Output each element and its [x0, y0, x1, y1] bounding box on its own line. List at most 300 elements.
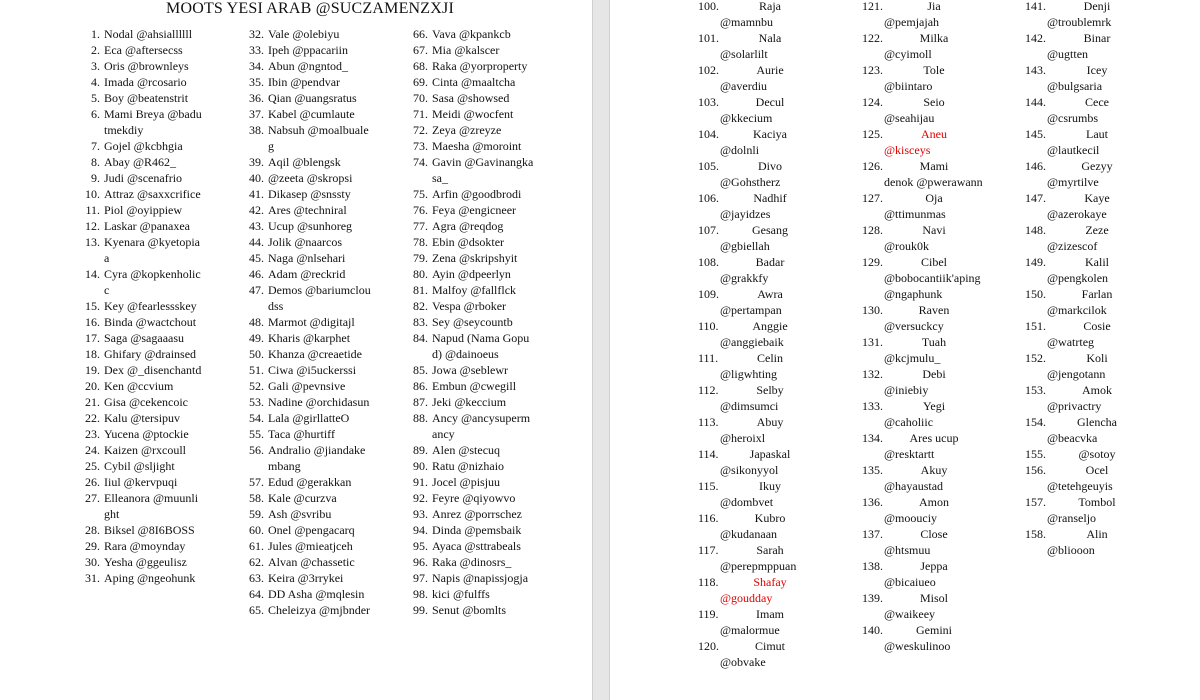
list-item [698, 510, 838, 542]
item-text: Sey @seycountb [432, 315, 513, 329]
item-number: 56. [249, 443, 264, 457]
list-item [1025, 94, 1165, 126]
item-number: 112. [698, 383, 719, 397]
item-name: Abuy [756, 415, 784, 429]
item-text: Kalu @tersipuv [104, 411, 181, 425]
list-item [410, 458, 535, 474]
item-number: 60. [249, 523, 264, 537]
item-text: Gojel @kcbhgia [104, 139, 183, 153]
item-number: 91. [413, 475, 428, 489]
list-item [862, 158, 1002, 190]
item-handle: @dolnli [720, 143, 760, 157]
list-item [246, 362, 371, 378]
item-name: Nala [758, 31, 782, 45]
item-text: Piol @oyippiew [104, 203, 183, 217]
list-item [410, 218, 535, 234]
list-item [82, 570, 204, 586]
item-number: 123. [862, 63, 883, 77]
item-text: Zeya @zreyze [432, 123, 502, 137]
item-number: 89. [413, 443, 428, 457]
list-item [82, 554, 204, 570]
list-item [246, 58, 371, 74]
item-name: Ares ucup [909, 431, 959, 445]
item-number: 54. [249, 411, 264, 425]
document-page-right [610, 0, 1200, 700]
list-item [698, 286, 838, 318]
list-item [82, 90, 204, 106]
item-number: 144. [1025, 95, 1046, 109]
item-number: 98. [413, 587, 428, 601]
item-text: Ayin @dpeerlyn [432, 267, 511, 281]
item-name: Japaskal [749, 447, 791, 461]
list-item [862, 494, 1002, 526]
list-item [698, 254, 838, 286]
item-name: Debi [922, 367, 946, 381]
item-text: Aqil @blengsk [268, 155, 341, 169]
item-text: Ratu @nizhaio [432, 459, 505, 473]
item-number: 62. [249, 555, 264, 569]
item-name: Decul [755, 95, 785, 109]
item-number: 95. [413, 539, 428, 553]
item-text: Kale @curzva [268, 491, 337, 505]
item-number: 127. [862, 191, 883, 205]
item-handle: @moouciy [884, 511, 938, 525]
list-item [1025, 286, 1165, 318]
list-item [410, 298, 535, 314]
list-item [862, 126, 1002, 158]
list-item [246, 522, 371, 538]
item-number: 53. [249, 395, 264, 409]
item-number: 12. [85, 219, 100, 233]
list-item [698, 638, 838, 670]
list-item [1025, 462, 1165, 494]
item-name: Tole [923, 63, 945, 77]
list-item [246, 154, 371, 170]
item-handle: @caholiic [884, 415, 934, 429]
item-text: Vava @kpankcb [432, 27, 511, 41]
item-handle: @bicaiueo [884, 575, 936, 589]
item-name: Raven [918, 303, 950, 317]
item-number: 1. [91, 27, 100, 41]
item-text: Raka @dinosrs_ [432, 555, 512, 569]
item-number: 84. [413, 331, 428, 345]
item-name: Gezyy [1081, 159, 1113, 173]
list-item [246, 26, 371, 42]
list-item [246, 42, 371, 58]
item-text: Kabel @cumlaute [268, 107, 355, 121]
item-text: Binda @wactchout [104, 315, 197, 329]
item-text: Gisa @cekencoic [104, 395, 189, 409]
list-item [82, 522, 204, 538]
item-handle: @pertampan [720, 303, 782, 317]
list-item [1025, 62, 1165, 94]
list-item [410, 42, 535, 58]
item-handle: @kkecium [720, 111, 773, 125]
item-handle: @averdiu [720, 79, 768, 93]
item-number: 126. [862, 159, 883, 173]
item-number: 28. [85, 523, 100, 537]
item-number: 105. [698, 159, 719, 173]
item-number: 131. [862, 335, 883, 349]
item-text: Cheleizya @mjbnder [268, 603, 371, 617]
item-name: Ikuy [759, 479, 781, 493]
list-item [1025, 318, 1165, 350]
list-item [82, 458, 204, 474]
item-number: 37. [249, 107, 264, 121]
list-item [246, 266, 371, 282]
item-name: Milka [919, 31, 949, 45]
item-number: 43. [249, 219, 264, 233]
item-number: 149. [1025, 255, 1046, 269]
item-number: 146. [1025, 159, 1046, 173]
list-item [410, 602, 535, 618]
item-handle: @troublemrk [1047, 15, 1112, 29]
list-item [82, 474, 204, 490]
item-text: Vespa @rboker [432, 299, 507, 313]
item-number: 30. [85, 555, 100, 569]
item-number: 122. [862, 31, 883, 45]
item-text: Yucena @ptockie [104, 427, 189, 441]
item-number: 132. [862, 367, 883, 381]
list-item [862, 94, 1002, 126]
item-handle: @csrumbs [1047, 111, 1099, 125]
item-handle: @weskulinoo [884, 639, 951, 653]
item-text: Malfoy @fallflck [432, 283, 517, 297]
item-text: Embun @cwegill [432, 379, 517, 393]
item-number: 101. [698, 31, 719, 45]
item-number: 67. [413, 43, 428, 57]
item-number: 3. [91, 59, 100, 73]
item-text: Napud (Nama Gopud) @dainoeus [432, 331, 530, 361]
list-item [82, 154, 204, 170]
item-handle: @dimsumci [720, 399, 779, 413]
item-text: Dikasep @snssty [268, 187, 351, 201]
item-number: 87. [413, 395, 428, 409]
list-item [410, 506, 535, 522]
item-handle: @anggiebaik [720, 335, 784, 349]
list-item [410, 186, 535, 202]
list-item [82, 58, 204, 74]
list-item [82, 266, 204, 298]
item-handle: @jayidzes [720, 207, 771, 221]
item-handle: @sikonyyol [720, 463, 779, 477]
item-text: Attraz @saxxcrifice [104, 187, 201, 201]
item-handle: @tetehgeuyis [1047, 479, 1113, 493]
item-text: Nodal @ahsiallllll [104, 27, 193, 41]
item-name: Selby [756, 383, 784, 397]
item-handle: @jengotann [1047, 367, 1106, 381]
list-item [246, 442, 371, 474]
item-number: 141. [1025, 0, 1046, 13]
list-item [1025, 446, 1165, 462]
item-number: 55. [249, 427, 264, 441]
item-number: 72. [413, 123, 428, 137]
list-item [1025, 30, 1165, 62]
item-name: Aneu [921, 127, 947, 141]
item-number: 39. [249, 155, 264, 169]
item-number: 147. [1025, 191, 1046, 205]
item-number: 119. [698, 607, 719, 621]
item-number: 59. [249, 507, 264, 521]
item-number: 16. [85, 315, 100, 329]
item-name: Yegi [922, 399, 946, 413]
item-handle: @perepmppuan [720, 559, 797, 573]
list-item [82, 442, 204, 458]
item-text: Andralio @jiandakembang [268, 443, 366, 473]
list-item [82, 106, 204, 138]
item-number: 19. [85, 363, 100, 377]
list-item [1025, 126, 1165, 158]
item-name: Tombol [1078, 495, 1116, 509]
item-text: Jules @mieatjceh [268, 539, 353, 553]
item-text: Taca @hurtiff [268, 427, 335, 441]
item-number: 69. [413, 75, 428, 89]
item-text: @zeeta @skropsi [268, 171, 353, 185]
item-text: DD Asha @mqlesin [268, 587, 365, 601]
item-number: 52. [249, 379, 264, 393]
list-item [862, 190, 1002, 222]
list-item [1025, 350, 1165, 382]
item-number: 118. [698, 575, 719, 589]
item-text: Mami Breya @badutmekdiy [104, 107, 202, 137]
item-number: 32. [249, 27, 264, 41]
item-handle: @resktartt [884, 447, 935, 461]
item-name: Aurie [756, 63, 784, 77]
list-item [82, 298, 204, 314]
list-item [698, 542, 838, 574]
item-handle: @hayaustad [884, 479, 944, 493]
list-item [698, 478, 838, 510]
item-number: 15. [85, 299, 100, 313]
item-name: Nadhif [753, 191, 787, 205]
item-text: Adam @reckrid [268, 267, 346, 281]
item-text: Jolik @naarcos [268, 235, 343, 249]
item-name: Tuah [921, 335, 947, 349]
item-number: 81. [413, 283, 428, 297]
item-number: 75. [413, 187, 428, 201]
item-handle: @mamnbu [720, 15, 774, 29]
item-number: 148. [1025, 223, 1046, 237]
list-item [698, 158, 838, 190]
item-number: 110. [698, 319, 719, 333]
item-text: Demos @bariumcloudss [268, 283, 371, 313]
item-text: Cinta @maaltcha [432, 75, 516, 89]
item-number: 139. [862, 591, 883, 605]
item-text: Sasa @showsed [432, 91, 510, 105]
item-number: 24. [85, 443, 100, 457]
list-item [410, 58, 535, 74]
item-text: Elleanora @muunlight [104, 491, 199, 521]
item-name: Shafay [753, 575, 787, 589]
item-handle: @watrteg [1047, 335, 1095, 349]
list-item [82, 186, 204, 202]
item-text: Kharis @karphet [268, 331, 351, 345]
document-title: MOOTS YESI ARAB @SUCZAMENZXJI [166, 0, 454, 17]
item-number: 73. [413, 139, 428, 153]
item-handle: @obvake [720, 655, 766, 669]
item-name: Divo [758, 159, 782, 173]
item-handle: @azerokaye [1047, 207, 1107, 221]
item-number: 42. [249, 203, 264, 217]
item-number: 88. [413, 411, 428, 425]
list-item [410, 74, 535, 90]
item-name: Kaye [1084, 191, 1110, 205]
list-item [698, 446, 838, 478]
item-text: Meidi @wocfent [432, 107, 514, 121]
item-name: Alin [1086, 527, 1108, 541]
list-item [410, 474, 535, 490]
list-item [410, 250, 535, 266]
item-number: 40. [249, 171, 264, 185]
list-item [410, 490, 535, 506]
list-item [862, 62, 1002, 94]
list-item [410, 586, 535, 602]
list-item [1025, 494, 1165, 526]
item-number: 133. [862, 399, 883, 413]
item-number: 9. [91, 171, 100, 185]
list-column-3 [410, 26, 535, 618]
list-item [410, 378, 535, 394]
item-number: 120. [698, 639, 719, 653]
item-number: 38. [249, 123, 264, 137]
item-handle: @ranseljo [1047, 511, 1097, 525]
item-handle: @rouk0k [884, 239, 930, 253]
item-number: 116. [698, 511, 719, 525]
item-number: 121. [862, 0, 883, 13]
item-text: Nabsuh @moalbualeg [268, 123, 369, 153]
list-item [82, 314, 204, 330]
item-text: Jocel @pisjuu [432, 475, 501, 489]
item-number: 47. [249, 283, 264, 297]
list-item [862, 222, 1002, 254]
list-item [410, 106, 535, 122]
item-handle: @heroixl [720, 431, 766, 445]
list-item [410, 266, 535, 282]
item-text: Raka @yorproperty [432, 59, 528, 73]
item-name: Jeppa [920, 559, 948, 573]
item-number: 31. [85, 571, 100, 585]
list-item [698, 382, 838, 414]
item-number: 134. [862, 431, 883, 445]
item-text: Ciwa @i5uckerssi [268, 363, 357, 377]
item-number: 20. [85, 379, 100, 393]
item-text: Imada @rcosario [104, 75, 187, 89]
list-item [410, 442, 535, 458]
list-item [246, 330, 371, 346]
list-item [410, 314, 535, 330]
item-number: 96. [413, 555, 428, 569]
item-number: 103. [698, 95, 719, 109]
item-name: Close [920, 527, 948, 541]
item-number: 14. [85, 267, 100, 281]
item-text: Key @fearlessskey [104, 299, 197, 313]
item-number: 51. [249, 363, 264, 377]
item-number: 130. [862, 303, 883, 317]
list-item [82, 346, 204, 362]
item-text: Ghifary @drainsed [104, 347, 197, 361]
item-text: Ancy @ancysupermancy [432, 411, 531, 441]
item-number: 64. [249, 587, 264, 601]
list-item [82, 538, 204, 554]
list-item [698, 350, 838, 382]
list-item [698, 414, 838, 446]
item-number: 106. [698, 191, 719, 205]
item-text: Ares @techniral [268, 203, 347, 217]
item-text: Ibin @pendvar [268, 75, 341, 89]
list-item [82, 362, 204, 378]
item-number: 157. [1025, 495, 1046, 509]
item-number: 13. [85, 235, 100, 249]
item-number: 77. [413, 219, 428, 233]
item-number: 155. [1025, 447, 1046, 461]
item-number: 90. [413, 459, 428, 473]
item-number: 7. [91, 139, 100, 153]
item-number: 49. [249, 331, 264, 345]
list-item [82, 378, 204, 394]
item-name: Imam [756, 607, 784, 621]
list-item [862, 334, 1002, 366]
item-number: 26. [85, 475, 100, 489]
item-text: Iiul @kervpuqi [104, 475, 178, 489]
item-name: Misol [919, 591, 948, 605]
item-name: Celin [757, 351, 783, 365]
list-item [246, 250, 371, 266]
item-number: 93. [413, 507, 428, 521]
item-text: Rara @moynday [104, 539, 186, 553]
item-name: Akuy [920, 463, 948, 477]
item-text: Naga @nlsehari [268, 251, 346, 265]
list-item [862, 430, 1002, 462]
item-number: 136. [862, 495, 883, 509]
item-text: Ucup @sunhoreg [268, 219, 353, 233]
item-text: Yesha @ggeulisz [104, 555, 187, 569]
item-number: 100. [698, 0, 719, 13]
list-item [410, 410, 535, 442]
item-number: 27. [85, 491, 100, 505]
item-handle: @zizescof [1047, 239, 1098, 253]
item-name: Koli [1086, 351, 1108, 365]
item-text: Napis @napissjogja [432, 571, 529, 585]
list-column-4 [698, 0, 838, 670]
list-item [82, 170, 204, 186]
item-number: 2. [91, 43, 100, 57]
item-number: 156. [1025, 463, 1046, 477]
item-handle: @bliooon [1047, 543, 1095, 557]
item-number: 151. [1025, 319, 1046, 333]
item-number: 34. [249, 59, 264, 73]
page-gutter [592, 0, 610, 700]
item-name: Amok [1082, 383, 1112, 397]
item-number: 143. [1025, 63, 1046, 77]
item-number: 58. [249, 491, 264, 505]
list-item [1025, 222, 1165, 254]
item-name: Kubro [754, 511, 786, 525]
item-number: 61. [249, 539, 264, 553]
list-item [698, 318, 838, 350]
list-column-2 [246, 26, 371, 618]
list-item [410, 138, 535, 154]
list-item [246, 170, 371, 186]
item-text: kici @fulffs [432, 587, 490, 601]
item-number: 66. [413, 27, 428, 41]
list-item [698, 94, 838, 126]
item-number: 36. [249, 91, 264, 105]
list-item [246, 218, 371, 234]
list-column-5 [862, 0, 1002, 654]
item-number: 63. [249, 571, 264, 585]
item-number: 104. [698, 127, 719, 141]
item-number: 5. [91, 91, 100, 105]
